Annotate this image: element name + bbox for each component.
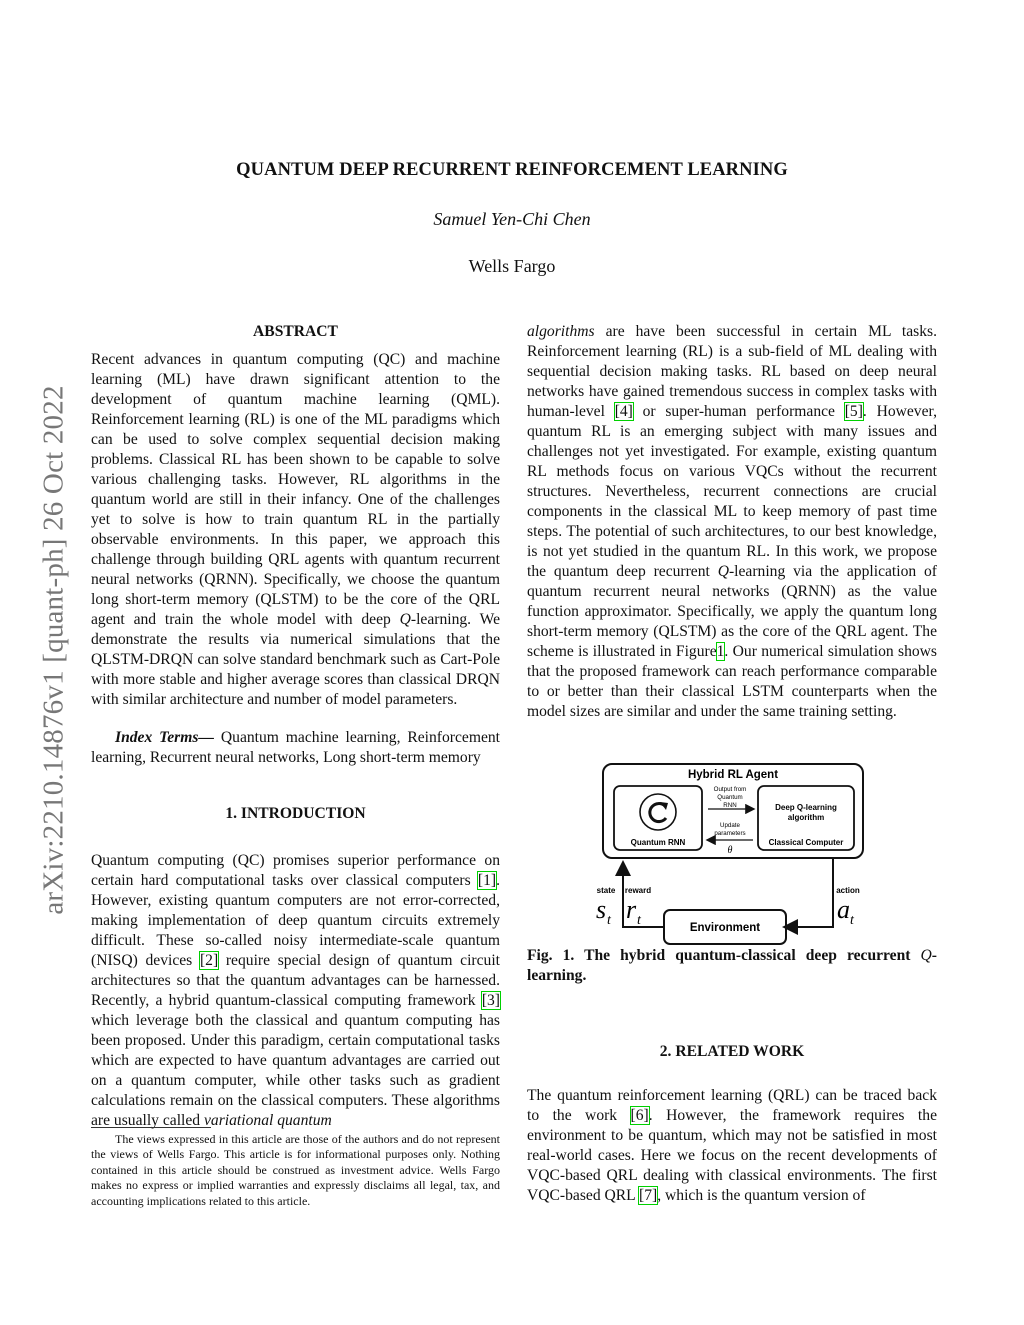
citation-link-1[interactable]: [1] [477,872,497,889]
rl-agent-diagram [527,746,937,946]
figure-link-1[interactable]: 1 [716,643,725,660]
state-symbol: s [596,895,607,924]
dql-label-2: algorithm [787,813,825,822]
refresh-arrowhead-icon [660,802,668,810]
classical-label: Classical Computer [768,838,844,847]
right-column [527,322,937,1206]
output-label-3: RNN [723,802,737,809]
theta-symbol: θ [727,845,733,856]
output-label-1: Output from [713,786,747,793]
reward-label: reward [624,886,652,895]
abstract-heading: ABSTRACT [253,323,338,340]
dql-label-1: Deep Q-learning [775,803,837,812]
paper-title: QUANTUM DEEP RECURRENT REINFORCEMENT LEARNING [236,160,788,180]
quantum-circle-icon [640,794,676,830]
state-subscript: t [607,913,611,928]
caption-fig-label: Fig. 1 [527,947,571,964]
citation-link-7[interactable]: [7] [639,1187,658,1204]
citation-link-4[interactable]: [4] [614,403,633,420]
env-label: Environment [689,922,761,934]
citation-link-3[interactable]: [3] [481,992,500,1009]
index-terms: Index Terms— Quantum machine learning, Reinforcement learning, Recurrent neural networks, Long short-term memory [91,729,501,766]
qrnn-label: Quantum RNN [630,838,686,847]
update-label-2: parameters [714,830,746,837]
figure-1 [527,746,937,946]
action-arrow [786,858,833,927]
footnote-text: The views expressed in this article are those of the authors and do not represent the views of Wells Fargo. This article is for informational purposes only. Nothing contained in this article should be construed as investment advice. Wells Fargo makes no express or implied warranties and expressly disclaims all legal, tax, and accounting implications related to this article. [91,1132,500,1208]
output-label-2: Quantum [717,794,743,801]
intro-paragraph: Quantum computing (QC) promises superior performance on certain hard computational tasks over classical computers [1]. However, existing quantum computers are not error-corrected, making implementation of deep quantum circuits extremely difficult. These so-called noisy intermediate-scale quantum (NISQ) devices [2] require special design of quantum circuit architectures so that the quantum advantages can be harnessed. Recently, a hybrid quantum-classical computing framework [3] which leverage both the classical and quantum computing has been proposed. Under this paradigm, certain computational tasks which are expected to have quantum advantages are carried out on a quantum computer, while other tasks such as gradient calculations remain on the classical computers. These algorithms are usually called variational quantum [91,852,500,1129]
action-subscript: t [850,913,854,928]
action-label: action [836,886,860,895]
citation-link-6[interactable]: [6] [630,1107,649,1124]
related-heading: 2. RELATED WORK [659,1043,805,1060]
citation-link-5[interactable]: [5] [844,403,863,420]
footnote [91,1127,500,1209]
author-name: Samuel Yen-Chi Chen [433,209,591,229]
agent-title: Hybrid RL Agent [687,769,779,781]
reward-symbol: r [626,895,637,924]
action-symbol: a [837,895,850,924]
index-terms-label: Index Terms— [115,729,215,746]
intro-continuation: algorithms are have been successful in certain ML tasks. Reinforcement learning (RL) is a sub-field of ML dealing with sequential decision making tasks. RL based on deep neural networks have gained tremendous success in complex tasks with human-level [4] or super-human performance [5]. However, quantum RL is an emerging subject with many issues and challenges not yet investigated. For example, existing quantum RL methods focus on various VQCs without the recurrent structures. Nevertheless, recurrent connections are crucial components in the classical ML to keep memory of past time steps. The potential of such architectures, to our best knowledge, is not yet studied in the quantum RL. In this work, we propose the quantum deep recurrent Q-learning via the application of quantum recurrent neural networks (QRNN) as the value function approximator. Specifically, we apply the quantum long short-term memory (QLSTM) as the core of the QRL agent. The scheme is illustrated in Figure1. Our numerical simulation shows that the proposed framework can reach performance comparable to or better than their classical LSTM counterparts when the model sizes are similar and under the same training setting. [527,323,937,720]
update-label-1: Update [720,822,740,829]
state-label: state [596,886,616,895]
reward-subscript: t [637,913,641,928]
intro-heading: 1. INTRODUCTION [225,805,366,822]
footnote-rule [91,1127,211,1128]
affiliation: Wells Fargo [468,256,556,276]
left-column [91,322,500,1131]
citation-link-2[interactable]: [2] [199,952,219,969]
arxiv-identifier: arXiv:2210.14876v1 [quant-ph] 26 Oct 2022 [37,385,70,915]
related-paragraph: The quantum reinforcement learning (QRL) can be traced back to the work [6]. However, the framework requires the environment to be quantum, which may not be satisfied in most real-world cases. Here we focus on the recent developments of VQC-based QRL dealing with classical environments. The first VQC-based QRL [7], which is the quantum version of [527,1087,937,1204]
abstract-text: Recent advances in quantum computing (QC) and machine learning (ML) have drawn significant attention to the development of quantum machine learning (QML). Reinforcement learning (RL) is one of the ML paradigms which can be used to solve complex sequential decision making problems. Classical RL has been shown to be capable to solve various challenging tasks. However, RL algorithms in the quantum world are still in their infancy. One of the challenges yet to solve is how to train quantum RL in the partially observable environments. In this paper, we approach this challenge through building QRL agents with quantum recurrent neural networks (QRNN). Specifically, we choose the quantum long short-term memory (QLSTM) to be the core of the QRL agent and train the whole model with deep Q-learning. We demonstrate the results via numerical simulations that the QLSTM-DRQN can solve standard benchmark such as Cart-Pole with more stable and higher average scores than classical DRQN with similar architecture and number of model parameters. [91,351,500,708]
figure-caption: Fig. 1. The hybrid quantum-classical deep recurrent Q-learning. [527,947,937,984]
